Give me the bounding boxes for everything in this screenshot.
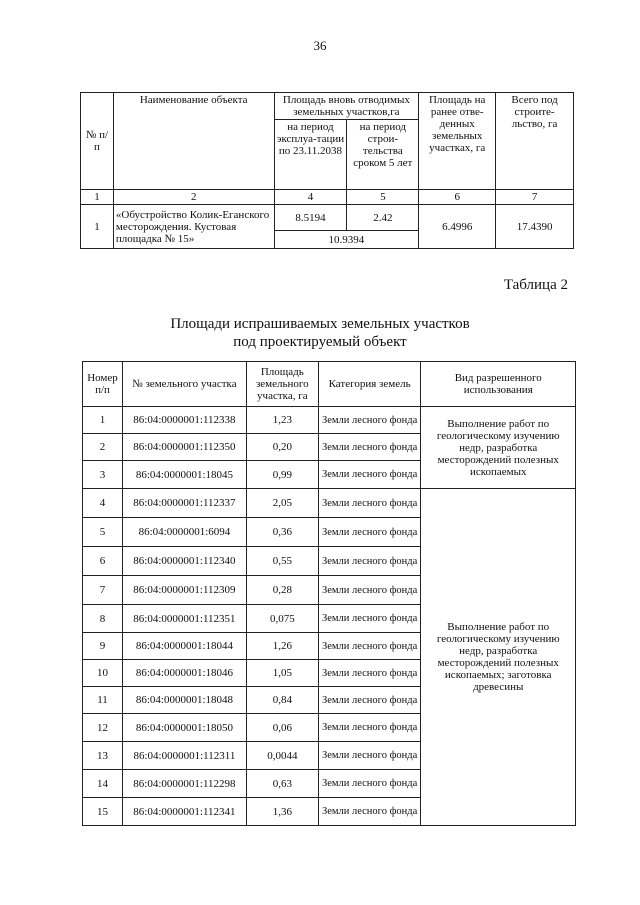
use-group-1: Выполнение работ по геологическому изучению недр, разработка месторождений полезных ископаемых [421, 407, 576, 489]
plot-cadastre-id: 86:04:0000001:112350 [122, 434, 246, 461]
plot-cadastre-id: 86:04:0000001:18045 [122, 461, 246, 489]
t2-body [83, 407, 576, 826]
plot-area: 0,55 [246, 547, 318, 576]
plot-cadastre-id: 86:04:0000001:112298 [122, 770, 246, 798]
plot-category: Земли лесного фонда [318, 461, 421, 489]
objects-table [80, 92, 574, 249]
t1-row-exploit: 8.5194 [274, 205, 347, 231]
plot-cadastre-id: 86:04:0000001:18046 [122, 660, 246, 687]
plot-area: 0,06 [246, 714, 318, 742]
plot-cadastre-id: 86:04:0000001:112337 [122, 489, 246, 518]
land-plots-table [82, 361, 576, 826]
plot-number: 5 [83, 518, 123, 547]
t1-colnum: 6 [419, 190, 496, 205]
plot-number: 9 [83, 633, 123, 660]
page-number: 36 [313, 38, 327, 53]
t2-header-category: Категория земель [318, 362, 421, 407]
plot-category: Земли лесного фонда [318, 547, 421, 576]
plot-category: Земли лесного фонда [318, 714, 421, 742]
plot-area: 2,05 [246, 489, 318, 518]
t1-colnum: 4 [274, 190, 347, 205]
t1-colnum: 2 [113, 190, 274, 205]
table-row [83, 489, 576, 518]
t1-row-num: 1 [81, 205, 114, 249]
plot-area: 1,23 [246, 407, 318, 434]
t1-header-constr: на период строи-тельства сроком 5 лет [347, 120, 419, 190]
plot-category: Земли лесного фонда [318, 605, 421, 633]
table-caption: Таблица 2 [503, 277, 568, 293]
plot-cadastre-id: 86:04:0000001:112309 [122, 576, 246, 605]
t1-header-total: Всего под строите-льство, га [496, 93, 574, 190]
plot-category: Земли лесного фонда [318, 798, 421, 826]
plot-area: 0,63 [246, 770, 318, 798]
plot-category: Земли лесного фонда [318, 576, 421, 605]
plot-area: 0,36 [246, 518, 318, 547]
plot-category: Земли лесного фонда [318, 660, 421, 687]
t1-header-exploit: на период эксплуа-тации по 23.11.2038 [274, 120, 347, 190]
t1-row-name: «Обустройство Колик-Еганского месторождения. Кустовая площадка № 15» [113, 205, 274, 249]
plot-number: 15 [83, 798, 123, 826]
plot-area: 0,0044 [246, 742, 318, 770]
plot-number: 13 [83, 742, 123, 770]
plot-number: 3 [83, 461, 123, 489]
plot-number: 8 [83, 605, 123, 633]
plot-cadastre-id: 86:04:0000001:18050 [122, 714, 246, 742]
plot-cadastre-id: 86:04:0000001:112338 [122, 407, 246, 434]
plot-number: 11 [83, 687, 123, 714]
plot-category: Земли лесного фонда [318, 633, 421, 660]
plot-category: Земли лесного фонда [318, 770, 421, 798]
table-title-line1: Площади испрашиваемых земельных участков [170, 316, 470, 332]
plot-cadastre-id: 86:04:0000001:6094 [122, 518, 246, 547]
t2-header-cadastre: № земельного участка [122, 362, 246, 407]
plot-number: 1 [83, 407, 123, 434]
table-row [83, 407, 576, 434]
plot-number: 10 [83, 660, 123, 687]
t1-row-prev: 6.4996 [419, 205, 496, 249]
plot-category: Земли лесного фонда [318, 434, 421, 461]
plot-area: 0,075 [246, 605, 318, 633]
t1-header-num: № п/п [81, 93, 114, 190]
plot-area: 0,20 [246, 434, 318, 461]
plot-category: Земли лесного фонда [318, 687, 421, 714]
plot-category: Земли лесного фонда [318, 742, 421, 770]
plot-area: 1,36 [246, 798, 318, 826]
t1-colnum: 1 [81, 190, 114, 205]
plot-area: 0,28 [246, 576, 318, 605]
plot-number: 4 [83, 489, 123, 518]
table-title-line2: под проектируемый объект [233, 334, 407, 350]
plot-cadastre-id: 86:04:0000001:18044 [122, 633, 246, 660]
t1-header-name: Наименование объекта [113, 93, 274, 190]
table-title [0, 315, 640, 351]
plot-area: 1,26 [246, 633, 318, 660]
plot-cadastre-id: 86:04:0000001:18048 [122, 687, 246, 714]
plot-number: 14 [83, 770, 123, 798]
plot-area: 1,05 [246, 660, 318, 687]
use-group-2: Выполнение работ по геологическому изучению недр, разработка месторождений полезных ископаемых; заготовка древесины [421, 489, 576, 826]
t1-header-area-prev: Площадь на ранее отве-денных земельных участках, га [419, 93, 496, 190]
plot-cadastre-id: 86:04:0000001:112341 [122, 798, 246, 826]
plot-cadastre-id: 86:04:0000001:112340 [122, 547, 246, 576]
t2-header-area: Площадь земельного участка, га [246, 362, 318, 407]
t2-header-use: Вид разрешенного использования [421, 362, 576, 407]
t1-colnum: 7 [496, 190, 574, 205]
t1-row-total: 17.4390 [496, 205, 574, 249]
plot-cadastre-id: 86:04:0000001:112311 [122, 742, 246, 770]
plot-category: Земли лесного фонда [318, 518, 421, 547]
t1-colnum: 5 [347, 190, 419, 205]
plot-number: 2 [83, 434, 123, 461]
plot-number: 6 [83, 547, 123, 576]
plot-category: Земли лесного фонда [318, 407, 421, 434]
t1-header-area-new: Площадь вновь отводимых земельных участков,га [274, 93, 419, 120]
plot-area: 0,84 [246, 687, 318, 714]
plot-cadastre-id: 86:04:0000001:112351 [122, 605, 246, 633]
plot-number: 7 [83, 576, 123, 605]
t1-row-sum: 10.9394 [274, 231, 419, 249]
t2-header-num: Номер п/п [83, 362, 123, 407]
plot-area: 0,99 [246, 461, 318, 489]
t1-row-constr: 2.42 [347, 205, 419, 231]
plot-category: Земли лесного фонда [318, 489, 421, 518]
plot-number: 12 [83, 714, 123, 742]
